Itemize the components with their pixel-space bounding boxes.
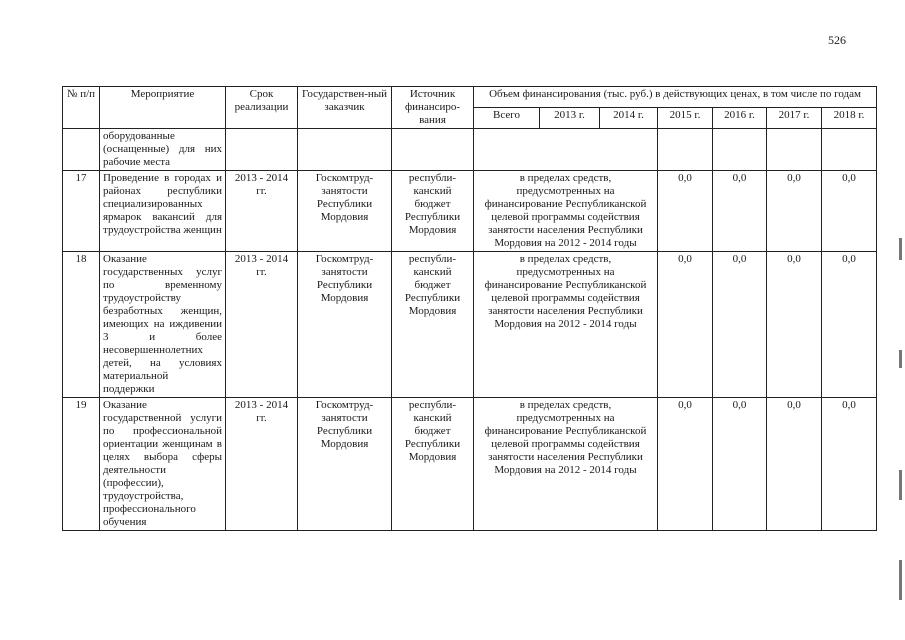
row-customer: Госкомтруд-занятости Республики Мордовия	[298, 398, 392, 531]
row-2018: 0,0	[822, 171, 877, 252]
header-source: Источник финансиро-вания	[392, 87, 474, 129]
row-funding-text: в пределах средств, предусмотренных на финансирование Республиканской целевой программы содействия занятости населения Республики Мордовия на 2012 - 2014 годы	[474, 252, 658, 398]
header-year-2016: 2016 г.	[713, 108, 767, 129]
header-row	[63, 87, 877, 108]
row-2018: 0,0	[822, 252, 877, 398]
row-2015: 0,0	[658, 398, 713, 531]
row-2018: 0,0	[822, 398, 877, 531]
row-2016: 0,0	[713, 252, 767, 398]
table-row	[63, 171, 877, 252]
row-num: 17	[63, 171, 100, 252]
header-funding: Объем финансирования (тыс. руб.) в действующих ценах, в том числе по годам	[474, 87, 877, 108]
header-num: № п/п	[63, 87, 100, 129]
row-term: 2013 - 2014 гг.	[226, 171, 298, 252]
row-num: 19	[63, 398, 100, 531]
row-num	[63, 129, 100, 171]
row-term	[226, 129, 298, 171]
header-customer: Государствен-ный заказчик	[298, 87, 392, 129]
header-term: Срок реализации	[226, 87, 298, 129]
row-source: республи-канский бюджет Республики Мордовия	[392, 252, 474, 398]
row-2016: 0,0	[713, 171, 767, 252]
row-term: 2013 - 2014 гг.	[226, 252, 298, 398]
row-event: Оказание государственной услуги по профессиональной ориентации женщинам в целях выбора сферы деятельности (профессии), трудоустройства, профессионального обучения	[100, 398, 226, 531]
row-customer: Госкомтруд-занятости Республики Мордовия	[298, 252, 392, 398]
row-event: оборудованные (оснащенные) для них рабочие места	[100, 129, 226, 171]
row-2018	[822, 129, 877, 171]
row-2016	[713, 129, 767, 171]
row-event: Оказание государственных услуг по временному трудоустройству безработных женщин, имеющих на иждивении 3 и более несовершеннолетних детей, на условиях материальной поддержки	[100, 252, 226, 398]
row-2015: 0,0	[658, 171, 713, 252]
header-year-2013: 2013 г.	[540, 108, 600, 129]
row-2015	[658, 129, 713, 171]
row-source: республи-канский бюджет Республики Мордовия	[392, 171, 474, 252]
row-funding-text	[474, 129, 658, 171]
row-customer	[298, 129, 392, 171]
row-2017: 0,0	[767, 252, 822, 398]
header-year-2018: 2018 г.	[822, 108, 877, 129]
row-funding-text: в пределах средств, предусмотренных на финансирование Республиканской целевой программы содействия занятости населения Республики Мордовия на 2012 - 2014 годы	[474, 398, 658, 531]
header-year-2017: 2017 г.	[767, 108, 822, 129]
row-2016: 0,0	[713, 398, 767, 531]
table-row	[63, 252, 877, 398]
row-customer: Госкомтруд-занятости Республики Мордовия	[298, 171, 392, 252]
header-year-2014: 2014 г.	[600, 108, 658, 129]
row-2017	[767, 129, 822, 171]
table-row	[63, 398, 877, 531]
row-2017: 0,0	[767, 171, 822, 252]
page-number: 526	[828, 33, 846, 47]
table-row	[63, 129, 877, 171]
row-source: республи-канский бюджет Республики Мордовия	[392, 398, 474, 531]
header-event: Мероприятие	[100, 87, 226, 129]
scan-edge-marks	[891, 0, 905, 640]
header-total: Всего	[474, 108, 540, 129]
row-event: Проведение в городах и районах республики специализированных ярмарок вакансий для трудоустройства женщин	[100, 171, 226, 252]
row-funding-text: в пределах средств, предусмотренных на финансирование Республиканской целевой программы содействия занятости населения Республики Мордовия на 2012 - 2014 годы	[474, 171, 658, 252]
funding-table	[62, 86, 877, 531]
row-source	[392, 129, 474, 171]
row-num: 18	[63, 252, 100, 398]
row-2015: 0,0	[658, 252, 713, 398]
row-2017: 0,0	[767, 398, 822, 531]
header-year-2015: 2015 г.	[658, 108, 713, 129]
row-term: 2013 - 2014 гг.	[226, 398, 298, 531]
